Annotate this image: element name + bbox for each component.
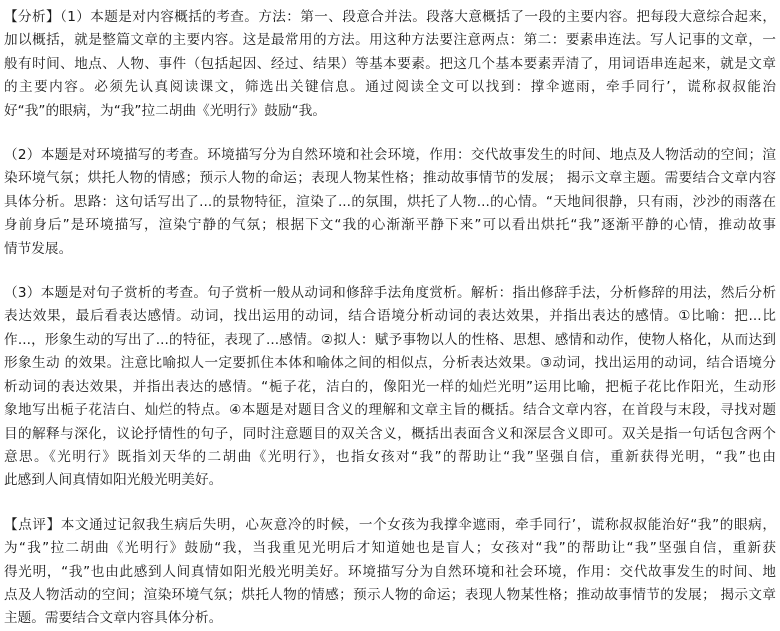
paragraph-gap — [4, 493, 776, 514]
text-line: （2）本题是对环境描写的考查。环境描写分为自然环境和社会环境，作用：交代故事发生的时间、地点及人物活动的空间；渲 — [4, 147, 776, 164]
text-line: 为“我”拉二胡曲《光明行》鼓励“我，当我重见光明后才知道她也是盲人；女孩对“我”的帮助让“我”坚强自信，重新获 — [4, 540, 776, 557]
text-line: （3）本题是对句子赏析的考查。句子赏析一般从动词和修辞手法角度赏析。解析：指出修辞手法，分析修辞的用法，然后分析 — [4, 285, 776, 302]
text-line: 身前身后”是环境描写，渲染宁静的气氛；根据下文“我的心渐渐平静下来”可以看出烘托“我”逐渐平静的心情，推动故事 — [4, 217, 776, 234]
comment-paragraph — [4, 514, 776, 631]
text-line: 【分析】（1）本题是对内容概括的考查。方法：第一、段意合并法。段落大意概括了一段的主要内容。把每段大意综合起来， — [4, 9, 776, 25]
text-line: 般有时间、地点、人物、事件（包括起因、经过、结果）等基本要素。把这几个基本要素弄清了，用词语串连起来，就是文章 — [4, 55, 776, 72]
text-line: 点及人物活动的空间；渲染环境气氛；烘托人物的情感；预示人物的命运；表现人物某性格；推动故事情节的发展； 揭示文章 — [4, 586, 776, 603]
text-line: 染环境气氛；烘托人物的情感；预示人物的命运；表现人物某性格；推动故事情节的发展； 揭示文章主题。需要结合文章内容 — [4, 170, 776, 187]
text-line: 形象生动 的效果。注意比喻拟人一定要抓住本体和喻体之间的相似点，分析表达效果。③动词，找出运用的动词，结合语境分 — [4, 355, 776, 372]
text-line: 的主要内容。必须先认真阅读课文，筛选出关键信息。通过阅读全文可以找到：撑伞遮雨，牵手同行’，谎称叔叔能治 — [4, 79, 776, 96]
analysis-paragraph-2 — [4, 144, 776, 261]
text-line: 意思。《光明行》既指刘天华的二胡曲《光明行》，也指女孩对“我”的帮助让“我”坚强自信，重新获得光明，“我”也由 — [4, 448, 776, 465]
text-line: 好“我”的眼病，为“我”拉二胡曲《光明行》鼓励“我。 — [4, 102, 326, 119]
paragraph-gap — [4, 123, 776, 144]
text-line: 象地写出栀子花洁白、灿烂的特点。④本题是对题目含义的理解和文章主旨的概括。结合文章内容，在首段与末段，寻找对题 — [4, 402, 776, 419]
text-line: 此感到人间真情如阳光般光明美好。 — [4, 472, 223, 489]
analysis-paragraph-3 — [4, 282, 776, 493]
analysis-paragraph-1 — [4, 6, 776, 123]
text-line: 表达效果，最后看表达感情。动词，找出运用的动词，结合语境分析动词的表达效果，并指出表达的感情。①比喻：把...比 — [4, 308, 776, 325]
text-line: 情节发展。 — [4, 240, 73, 257]
text-line: 【点评】本文通过记叙我生病后失明，心灰意冷的时候，一个女孩为我撑伞遮雨，牵手同行’，谎称叔叔能治好“我”的眼病， — [4, 516, 776, 533]
text-line: 具体分析。思路：这句话写出了...的景物特征，渲染了...的氛围，烘托了人物...的心情。“天地间很静，只有雨，沙沙的雨落在 — [4, 193, 776, 210]
text-line: 加以概括，就是整篇文章的主要内容。这是最常用的方法。用这种方法要注意两点：第二：要素串连法。写人记事的文章，一 — [4, 32, 776, 49]
text-line: 目的解释与深化，议论抒情性的句子，同时注意题目的双关含义，概括出表面含义和深层含义即可。双关是指一句话包含两个 — [4, 425, 776, 442]
text-line: 析动词的表达效果，并指出表达的感情。“栀子花，洁白的，像阳光一样的灿烂光明”运用比喻，把栀子花比作阳光，生动形 — [4, 378, 776, 395]
text-line: 主题。需要结合文章内容具体分析。 — [4, 610, 223, 627]
text-line: 得光明，“我”也由此感到人间真情如阳光般光明美好。环境描写分为自然环境和社会环境，作用：交代故事发生的时间、地 — [4, 563, 776, 580]
answer-explanation-document — [4, 6, 776, 631]
paragraph-gap — [4, 261, 776, 282]
text-line: 作...，形象生动的写出了...的特征，表现了...感情。②拟人：赋予事物以人的性格、思想、感情和动作，使物人格化，从而达到 — [4, 331, 776, 348]
